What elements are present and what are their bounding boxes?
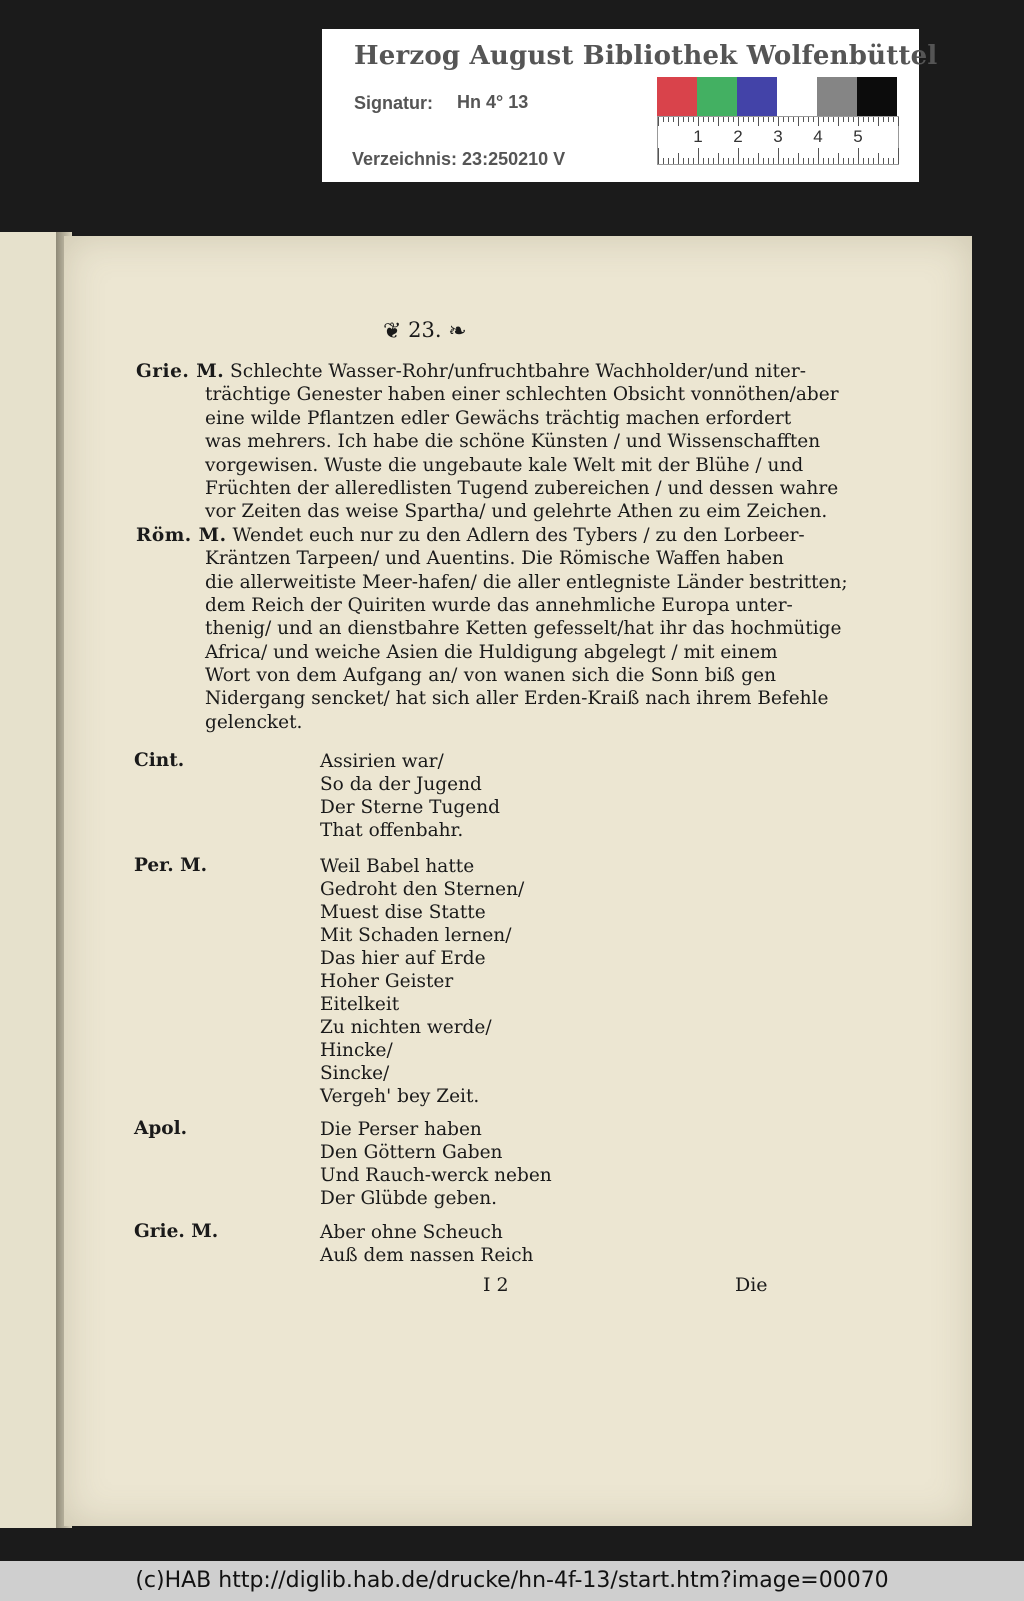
- ruler-tick: [768, 158, 769, 164]
- ruler-tick: [808, 158, 809, 164]
- ruler-tick: [818, 117, 819, 126]
- ruler-tick: [818, 148, 819, 164]
- ruler-tick: [718, 153, 719, 164]
- ruler-tick: [863, 117, 864, 122]
- prose-speech-1: [136, 360, 848, 734]
- ruler-tick: [678, 117, 679, 126]
- ruler-tick: [843, 117, 844, 122]
- ruler-tick: [668, 117, 669, 122]
- ruler-tick: [838, 153, 839, 164]
- ruler-tick: [763, 158, 764, 164]
- ruler-tick: [743, 158, 744, 164]
- verse-line: Assirien war/: [320, 751, 444, 772]
- ruler-number: 1: [693, 127, 703, 146]
- verse-line: Die Perser haben: [320, 1119, 482, 1140]
- verse-line: Muest dise Statte: [320, 902, 486, 923]
- ruler-tick: [663, 117, 664, 122]
- speaker-label: Apol.: [134, 1118, 188, 1139]
- verse-block: [320, 1221, 533, 1267]
- ruler-tick: [693, 158, 694, 164]
- ruler-tick: [698, 148, 699, 164]
- text-line: Nidergang sencket/ hat sich aller Erden-Kraiß nach ihrem Befehle: [205, 688, 829, 710]
- verse-line: Und Rauch-werck neben: [320, 1165, 552, 1186]
- ruler-tick: [853, 117, 854, 122]
- ruler-tick: [683, 117, 684, 122]
- text-line: eine wilde Pflantzen edler Gewächs trächtig machen erfordert: [205, 407, 792, 429]
- ruler-tick: [688, 158, 689, 164]
- ruler-tick: [798, 117, 799, 126]
- ruler-tick: [778, 117, 779, 126]
- text-line: Wendet euch nur zu den Adlern des Tybers / zu den Lorbeer-: [232, 524, 805, 546]
- ruler-tick: [723, 158, 724, 164]
- ruler-tick: [668, 158, 669, 164]
- text-line: vorgewisen. Wuste die ungebaute kale Welt mit der Blühe / und: [205, 454, 804, 476]
- text-line: Früchten der alleredlisten Tugend zubereichen / und dessen wahre: [205, 477, 839, 499]
- ruler-tick: [838, 117, 839, 126]
- color-swatch: [817, 77, 857, 116]
- ruler-tick: [873, 158, 874, 164]
- speaker-label: Cint.: [134, 750, 185, 771]
- verse-line: Der Glübde geben.: [320, 1188, 498, 1209]
- text-line: Kräntzen Tarpeen/ und Auentins. Die Römische Waffen haben: [205, 548, 784, 570]
- ruler-tick: [853, 158, 854, 164]
- ruler-tick: [708, 117, 709, 122]
- ruler-tick: [708, 158, 709, 164]
- signature-mark: I 2: [483, 1274, 509, 1296]
- text-line: gelencket.: [205, 711, 303, 733]
- verse-line: Weil Babel hatte: [320, 856, 475, 877]
- ruler-tick: [893, 117, 894, 122]
- library-name: Herzog August Bibliothek Wolfenbüttel: [354, 41, 938, 71]
- color-swatch: [857, 77, 897, 116]
- ruler-tick: [878, 117, 879, 126]
- verse-line: Aber ohne Scheuch: [320, 1222, 503, 1243]
- ruler-tick: [788, 117, 789, 122]
- ruler-tick: [868, 158, 869, 164]
- ruler-tick: [813, 158, 814, 164]
- ruler-tick: [703, 117, 704, 122]
- scale-ruler: [657, 116, 899, 165]
- ruler-tick: [888, 117, 889, 122]
- ruler-tick: [768, 117, 769, 122]
- ornament-left-icon: ❦: [383, 319, 402, 344]
- ruler-tick: [673, 117, 674, 122]
- verse-line: Mit Schaden lernen/: [320, 925, 512, 946]
- copyright-footer: (c)HAB http://diglib.hab.de/drucke/hn-4f-13/start.htm?image=00070: [0, 1561, 1024, 1601]
- ruler-tick: [783, 117, 784, 122]
- page-header: [383, 318, 467, 344]
- ruler-tick: [718, 117, 719, 126]
- ruler-tick: [828, 117, 829, 122]
- ruler-tick: [788, 158, 789, 164]
- ruler-tick: [743, 117, 744, 122]
- text-line: Africa/ und weiche Asien die Huldigung abgelegt / mit einem: [205, 641, 778, 663]
- text-line: thenig/ und an dienstbahre Ketten gefesselt/hat ihr das hochmütige: [205, 618, 842, 640]
- verse-line: Eitelkeit: [320, 994, 400, 1015]
- ruler-tick: [858, 117, 859, 126]
- ruler-tick: [713, 117, 714, 122]
- verse-line: Der Sterne Tugend: [320, 797, 500, 818]
- ruler-tick: [678, 153, 679, 164]
- verse-line: Sincke/: [320, 1063, 390, 1084]
- ruler-tick: [663, 158, 664, 164]
- ruler-tick: [738, 117, 739, 126]
- ruler-tick: [688, 117, 689, 122]
- ruler-tick: [728, 158, 729, 164]
- verse-line: Hincke/: [320, 1040, 393, 1061]
- verse-line: Den Göttern Gaben: [320, 1142, 503, 1163]
- ruler-tick: [893, 158, 894, 164]
- ruler-tick: [673, 158, 674, 164]
- ruler-tick: [748, 117, 749, 122]
- ruler-tick: [868, 117, 869, 122]
- ruler-tick: [738, 148, 739, 164]
- verse-block: [320, 1118, 552, 1210]
- ruler-tick: [778, 148, 779, 164]
- ruler-tick: [803, 117, 804, 122]
- ruler-tick: [658, 148, 659, 164]
- text-line: vor Zeiten das weise Spartha/ und gelehrte Athen zu eim Zeichen.: [205, 501, 828, 523]
- signatur-label: Signatur:: [354, 93, 433, 113]
- verzeichnis-label: Verzeichnis: 23:250210 V: [352, 149, 566, 169]
- text-line: was mehrers. Ich habe die schöne Künsten / und Wissenschafften: [205, 431, 821, 453]
- ruler-tick: [733, 117, 734, 122]
- ruler-tick: [823, 117, 824, 122]
- ruler-tick: [848, 117, 849, 122]
- ruler-tick: [808, 117, 809, 122]
- ruler-tick: [873, 117, 874, 122]
- ornament-right-icon: ❧: [448, 319, 467, 344]
- ruler-tick: [793, 117, 794, 122]
- verse-line: So da der Jugend: [320, 774, 482, 795]
- ruler-tick: [813, 117, 814, 122]
- verse-line: Hoher Geister: [320, 971, 454, 992]
- speaker-label: Grie. M.: [134, 1221, 219, 1242]
- ruler-tick: [758, 153, 759, 164]
- ruler-tick: [763, 117, 764, 122]
- ruler-tick: [863, 158, 864, 164]
- color-calibration-strip: [657, 77, 897, 116]
- ruler-tick: [713, 158, 714, 164]
- color-swatch: [697, 77, 737, 116]
- left-page-edge: [0, 232, 64, 1528]
- ruler-tick: [773, 117, 774, 122]
- text-line: dem Reich der Quiriten wurde das annehmliche Europa unter-: [205, 594, 793, 616]
- ruler-tick: [683, 158, 684, 164]
- text-line: Schlechte Wasser-Rohr/unfruchtbahre Wachholder/und niter-: [230, 361, 806, 382]
- text-line: Wort von dem Aufgang an/ von wanen sich die Sonn biß gen: [205, 665, 776, 687]
- ruler-tick: [753, 117, 754, 122]
- ruler-tick: [883, 117, 884, 122]
- ruler-tick: [753, 158, 754, 164]
- ruler-tick: [898, 117, 899, 126]
- ruler-tick: [878, 153, 879, 164]
- verse-block: [320, 855, 524, 1108]
- ruler-tick: [833, 117, 834, 122]
- verse-line: That offenbahr.: [320, 820, 464, 841]
- ruler-tick: [798, 153, 799, 164]
- ruler-tick: [658, 117, 659, 126]
- ruler-tick: [888, 158, 889, 164]
- ruler-tick: [843, 158, 844, 164]
- ruler-number: 5: [853, 127, 863, 146]
- ruler-tick: [803, 158, 804, 164]
- verse-line: Das hier auf Erde: [320, 948, 486, 969]
- ruler-tick: [783, 158, 784, 164]
- ruler-tick: [823, 158, 824, 164]
- ruler-tick: [758, 117, 759, 126]
- ruler-tick: [693, 117, 694, 122]
- ruler-tick: [883, 158, 884, 164]
- catchword: Die: [735, 1274, 768, 1296]
- ruler-tick: [848, 158, 849, 164]
- ruler-tick: [833, 158, 834, 164]
- text-line: die allerweitiste Meer-hafen/ die aller entlegniste Länder bestritten;: [205, 571, 848, 593]
- speaker-label: Per. M.: [134, 855, 208, 876]
- color-swatch: [777, 77, 817, 116]
- ruler-tick: [733, 158, 734, 164]
- ruler-tick: [723, 117, 724, 122]
- signatur-value: Hn 4° 13: [457, 92, 529, 112]
- ruler-number: 3: [773, 127, 783, 146]
- ruler-tick: [703, 158, 704, 164]
- speaker-label: Röm. M.: [136, 524, 227, 546]
- color-swatch: [657, 77, 697, 116]
- ruler-tick: [728, 117, 729, 122]
- verse-block: [320, 750, 500, 842]
- ruler-tick: [793, 158, 794, 164]
- verse-line: Gedroht den Sternen/: [320, 879, 525, 900]
- color-swatch: [737, 77, 777, 116]
- ruler-number: 4: [813, 127, 823, 146]
- verse-line: Vergeh' bey Zeit.: [320, 1086, 480, 1107]
- text-line: trächtige Genester haben einer schlechten Obsicht vonnöthen/aber: [205, 384, 839, 406]
- ruler-tick: [858, 148, 859, 164]
- speaker-label: Grie. M.: [136, 361, 225, 382]
- page-number: 23.: [408, 318, 442, 342]
- ruler-tick: [828, 158, 829, 164]
- ruler-number: 2: [733, 127, 743, 146]
- ruler-tick: [773, 158, 774, 164]
- library-reference-card: [322, 29, 938, 182]
- ruler-tick: [748, 158, 749, 164]
- ruler-tick: [698, 117, 699, 126]
- verse-line: Auß dem nassen Reich: [320, 1245, 534, 1266]
- ruler-tick: [898, 148, 899, 164]
- verse-line: Zu nichten werde/: [320, 1017, 492, 1038]
